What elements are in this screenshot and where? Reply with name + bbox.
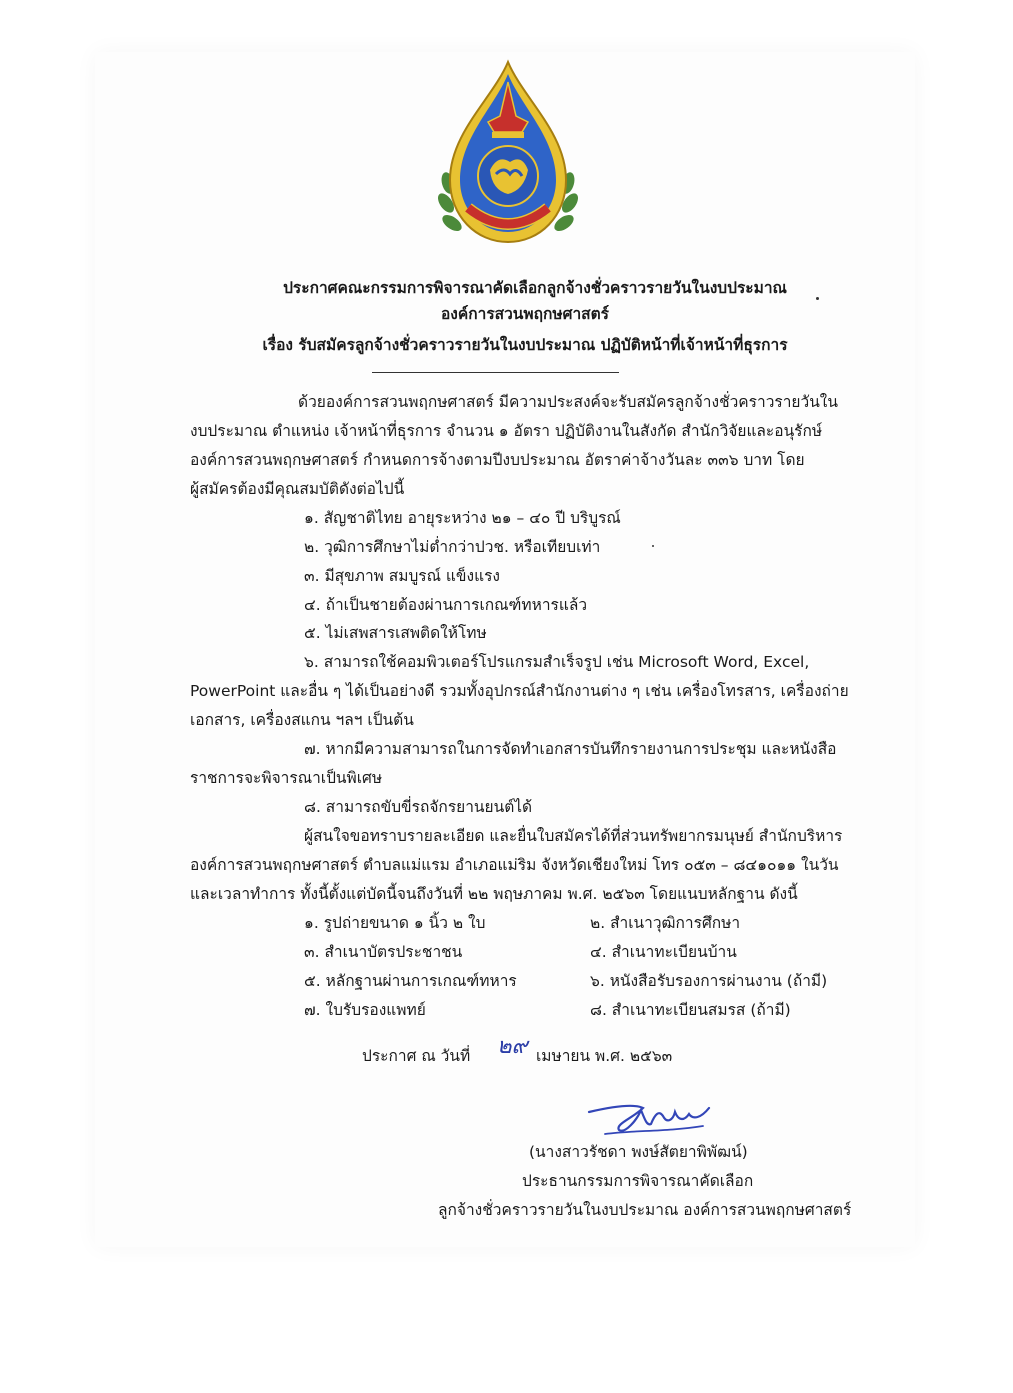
- announce-date-prefix: ประกาศ ณ วันที่: [362, 1047, 471, 1065]
- apply-line-3: และเวลาทำการ ทั้งนี้ตั้งแต่บัดนี้จนถึงวันที่ ๒๒ พฤษภาคม พ.ศ. ๒๕๖๓ โดยแนบหลักฐาน ดังนี้: [190, 885, 798, 903]
- qualification-6-line-2: PowerPoint และอื่น ๆ ได้เป็นอย่างดี รวมทั้งอุปกรณ์สำนักงานต่าง ๆ เช่น เครื่องโทรสาร, เครื่องถ่าย: [190, 682, 849, 700]
- qualification-2: ๒. วุฒิการศึกษาไม่ต่ำกว่าปวช. หรือเทียบเท่า: [304, 538, 601, 556]
- apply-line-1: ผู้สนใจขอทราบรายละเอียด และยื่นใบสมัครได้ที่ส่วนทรัพยากรมนุษย์ สำนักบริหาร: [304, 827, 843, 845]
- document-item: ๕. หลักฐานผ่านการเกณฑ์ทหาร: [304, 972, 517, 990]
- intro-line-2: งบประมาณ ตำแหน่ง เจ้าหน้าที่ธุรการ จำนวน ๑ อัตรา ปฏิบัติงานในสังกัด สำนักวิจัยและอนุรักษ์: [190, 422, 823, 440]
- document-item: ๘. สำเนาทะเบียนสมรส (ถ้ามี): [590, 1001, 791, 1019]
- document-item: ๒. สำเนาวุฒิการศึกษา: [590, 914, 741, 932]
- organization-name: องค์การสวนพฤกษศาสตร์: [440, 305, 610, 323]
- apply-line-2: องค์การสวนพฤกษศาสตร์ ตำบลแม่แรม อำเภอแม่ริม จังหวัดเชียงใหม่ โทร ๐๕๓ – ๘๔๑๐๑๑ ในวัน: [190, 856, 839, 874]
- title-underline: [372, 372, 619, 373]
- qualification-1: ๑. สัญชาติไทย อายุระหว่าง ๒๑ – ๔๐ ปี บริบูรณ์: [304, 509, 621, 527]
- intro-line-4: ผู้สมัครต้องมีคุณสมบัติดังต่อไปนี้: [190, 480, 405, 498]
- intro-line-1: ด้วยองค์การสวนพฤกษศาสตร์ มีความประสงค์จะรับสมัครลูกจ้างชั่วคราวรายวันใน: [298, 393, 838, 411]
- announce-day-handwritten: ๒๙: [497, 1034, 528, 1059]
- qualification-4: ๔. ถ้าเป็นชายต้องผ่านการเกณฑ์ทหารแล้ว: [304, 596, 588, 614]
- qualification-7-line-2: ราชการจะพิจารณาเป็นพิเศษ: [190, 769, 383, 787]
- qualification-8: ๘. สามารถขับขี่รถจักรยานยนต์ได้: [304, 798, 533, 816]
- speck: [816, 297, 819, 300]
- announce-date-suffix: เมษายน พ.ศ. ๒๕๖๓: [536, 1047, 673, 1065]
- emblem-icon: [438, 58, 578, 248]
- document-item: ๔. สำเนาทะเบียนบ้าน: [590, 943, 737, 961]
- qualification-6-line-3: เอกสาร, เครื่องสแกน ฯลฯ เป็นต้น: [190, 711, 414, 729]
- document-item: ๗. ใบรับรองแพทย์: [304, 1001, 426, 1019]
- announcement-title-line-1: ประกาศคณะกรรมการพิจารณาคัดเลือกลูกจ้างชั่วคราวรายวันในงบประมาณ: [283, 279, 787, 297]
- qualification-3: ๓. มีสุขภาพ สมบูรณ์ แข็งแรง: [304, 567, 500, 585]
- announcement-subject: เรื่อง รับสมัครลูกจ้างชั่วคราวรายวันในงบประมาณ ปฏิบัติหน้าที่เจ้าหน้าที่ธุรการ: [262, 336, 788, 354]
- speck: [652, 545, 654, 547]
- document-item: ๖. หนังสือรับรองการผ่านงาน (ถ้ามี): [590, 972, 828, 990]
- signature-icon: [585, 1090, 725, 1140]
- qualification-6-line-1: ๖. สามารถใช้คอมพิวเตอร์โปรแกรมสำเร็จรูป เช่น Microsoft Word, Excel,: [304, 653, 810, 671]
- intro-line-3: องค์การสวนพฤกษศาสตร์ กำหนดการจ้างตามปีงบประมาณ อัตราค่าจ้างวันละ ๓๓๖ บาท โดย: [190, 451, 805, 469]
- qualification-5: ๕. ไม่เสพสารเสพติดให้โทษ: [304, 624, 487, 642]
- signatory-position-1: ประธานกรรมการพิจารณาคัดเลือก: [522, 1172, 754, 1190]
- signatory-name: (นางสาวรัชดา พงษ์สัตยาพิพัฒน์): [529, 1143, 748, 1161]
- document-item: ๑. รูปถ่ายขนาด ๑ นิ้ว ๒ ใบ: [304, 914, 486, 932]
- qualification-7-line-1: ๗. หากมีความสามารถในการจัดทำเอกสารบันทึกรายงานการประชุม และหนังสือ: [304, 740, 837, 758]
- document-item: ๓. สำเนาบัตรประชาชน: [304, 943, 463, 961]
- signatory-position-2: ลูกจ้างชั่วคราวรายวันในงบประมาณ องค์การสวนพฤกษศาสตร์: [438, 1201, 852, 1219]
